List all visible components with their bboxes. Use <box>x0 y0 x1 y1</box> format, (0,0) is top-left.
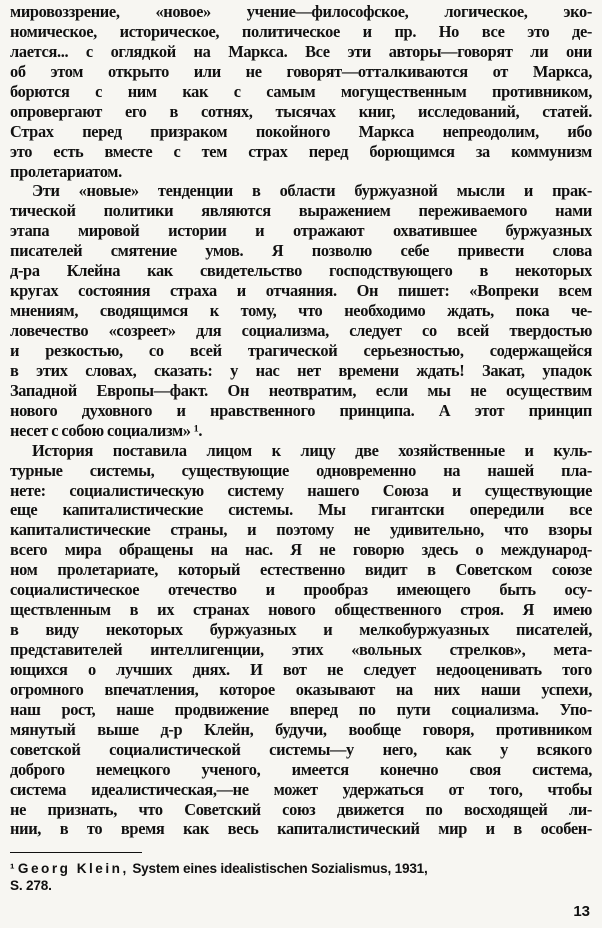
text-line: ществленным в их странах нового общественного строя. Я имею <box>10 600 592 620</box>
text-line: этапа мировой истории и отражают охватившее буржуазных <box>10 221 592 241</box>
footnote-line-1 <box>10 860 592 877</box>
footnote-page: S. 278. <box>10 878 52 893</box>
text-line: нии, в то время как весь капиталистический мир и в особен- <box>10 819 592 839</box>
text-line: ном пролетариате, который естественно видит в Советском союзе <box>10 560 592 580</box>
text-line: нового духовного и нравственного принципа. А этот принцип <box>10 400 592 420</box>
text-line: нете: социалистическую систему нашего Союза и существующие <box>10 480 592 500</box>
text-line: мянутый выше д-р Клейн, будучи, вообще говоря, противником <box>10 719 592 739</box>
text-line: тической политики являются выражением переживаемого нами <box>10 201 592 221</box>
footnote-title: System eines idealistischen Sozialismus, 1931, <box>132 861 428 876</box>
text-line: Страх перед призраком покойного Маркса непреодолим, ибо <box>10 121 592 141</box>
text-line: номическое, историческое, политическое и пр. Но все это де- <box>10 21 592 41</box>
text-line: ловечество «созреет» для социализма, следует со всей твердостью <box>10 321 592 340</box>
page-number: 13 <box>573 903 590 920</box>
text-line: советской социалистической системы—у него, как у всякого <box>10 739 592 759</box>
text-line: и резкостью, со всей трагической серьезностью, содержащейся <box>10 340 592 360</box>
text-line: Западной Европы—факт. Он неотвратим, если мы не осуществим <box>10 380 592 400</box>
footnote-author: Georg Klein, <box>17 861 129 876</box>
text-line: система идеалистическая,—не может удержаться от того, чтобы <box>10 779 592 799</box>
text-line: социалистическое отечество и прообраз имеющего быть осу- <box>10 580 592 600</box>
text-line: ющихся о лучших днях. И вот не следует недооценивать того <box>10 659 592 679</box>
text-line: это есть вместе с тем страх перед борющимся за коммунизм <box>10 141 592 161</box>
text-line: писателей смятение умов. Я позволю себе привести слова <box>10 241 592 261</box>
text-line: не признать, что Советский союз движется по восходящей ли- <box>10 799 592 819</box>
text-line: мнениям, сводящимся к тому, что необходимо ждать, пока че- <box>10 301 592 321</box>
footnote-marker: ¹ <box>10 861 15 876</box>
footnote <box>10 860 592 894</box>
text-line: еще капиталистические системы. Мы гигантски опередили все <box>10 500 592 520</box>
text-line: кругах состояния страха и отчаяния. Он пишет: «Вопреки всем <box>10 281 592 301</box>
text-line: об этом открыто или не говорят—отталкиваются от Маркса, <box>10 61 592 81</box>
text-line: несет с собою социализм» ¹. <box>10 420 203 440</box>
body-text <box>10 2 592 839</box>
text-line: турные системы, существующие одновременно на нашей пла- <box>10 460 592 480</box>
text-line: всего мира обращены на нас. Я не говорю здесь о международ- <box>10 540 592 560</box>
text-line: капиталистические страны, и поэтому не удивительно, что взоры <box>10 520 592 540</box>
text-line: пролетариатом. <box>10 161 122 181</box>
text-line: История поставила лицом к лицу две хозяйственные и куль- <box>32 440 592 460</box>
text-line: д-ра Клейна как свидетельство господствующего в некоторых <box>10 261 592 281</box>
text-line: в виду некоторых буржуазных и мелкобуржуазных писателей, <box>10 620 592 640</box>
text-line: представителей интеллигенции, этих «вольных стрелков», мета- <box>10 640 592 659</box>
text-line: борются с ним как с самым могущественным противником, <box>10 81 592 101</box>
text-line: опровергают его в сотнях, тысячах книг, исследований, статей. <box>10 101 592 121</box>
text-line: мировоззрение, «новое» учение—философское, логическое, эко- <box>10 2 592 21</box>
text-line: огромного впечатления, которое оказывают на них наши успехи, <box>10 679 592 699</box>
text-line: в этих словах, сказать: у нас нет времени ждать! Закат, упадок <box>10 360 592 380</box>
text-line: наш рост, наше продвижение вперед по пути социализма. Упо- <box>10 699 592 719</box>
text-line: Эти «новые» тенденции в области буржуазной мысли и прак- <box>32 181 592 201</box>
text-line: лается... с оглядкой на Маркса. Все эти авторы—говорят ли они <box>10 41 592 61</box>
footnote-divider <box>10 852 142 853</box>
text-line: доброго немецкого ученого, имеется конечно своя система, <box>10 759 592 779</box>
